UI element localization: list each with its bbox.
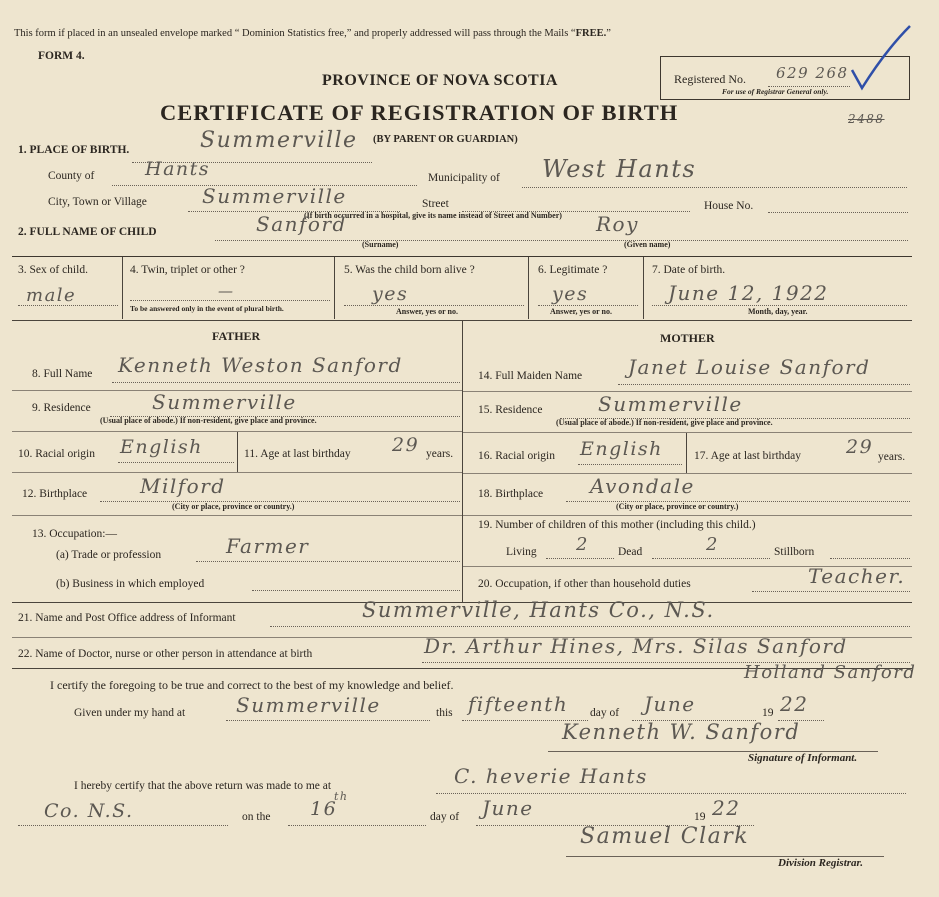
father-occupation-label: 13. Occupation:— (32, 528, 117, 540)
mother-occupation-value: Teacher. (808, 564, 906, 588)
given-month-value: June (644, 692, 696, 716)
registrar-place-value: C. heverie Hants (454, 764, 648, 788)
check-mark-icon (842, 22, 912, 96)
father-residence-note: (Usual place of abode.) If non-resident, give place and province. (100, 416, 317, 425)
surname-note: (Surname) (362, 240, 399, 249)
registrar-statement: I hereby certify that the above return was made to me at (74, 780, 332, 792)
registrar-signature: Samuel Clark (580, 824, 750, 849)
father-age-label: 11. Age at last birthday (244, 448, 351, 460)
mother-age-unit: years. (878, 451, 906, 463)
father-name-value: Kenneth Weston Sanford (118, 353, 403, 377)
by-parent-note: (BY PARENT OR GUARDIAN) (373, 134, 518, 145)
birth-date-value: June 12, 1922 (668, 281, 829, 305)
mother-birthplace-value: Avondale (590, 474, 695, 498)
twin-note: To be answered only in the event of plural birth. (130, 304, 284, 313)
mother-name-label: 14. Full Maiden Name (478, 370, 583, 382)
mother-residence-label: 15. Residence (478, 404, 543, 416)
house-label: House No. (704, 200, 754, 212)
this-label: this (436, 707, 453, 719)
father-business-label: (b) Business in which employed (56, 578, 205, 590)
father-age-value: 29 (392, 434, 420, 456)
mailing-notice-free: FREE. (575, 28, 607, 39)
alive-label: 5. Was the child born alive ? (344, 264, 475, 276)
registrar-signature-label: Division Registrar. (778, 857, 863, 869)
mother-racial-label: 16. Racial origin (478, 450, 555, 462)
given-place-value: Summerville (236, 693, 381, 717)
mother-name-value: Janet Louise Sanford (628, 355, 871, 379)
mother-age-label: 17. Age at last birthday (694, 450, 801, 462)
dead-label: Dead (618, 546, 643, 558)
given-year-value: 22 (780, 692, 809, 716)
mailing-notice (14, 28, 611, 39)
registrar-place-line2: Co. N.S. (44, 800, 134, 822)
alive-note: Answer, yes or no. (396, 307, 459, 316)
municipality-value: West Hants (542, 155, 697, 183)
father-heading: FATHER (212, 329, 261, 343)
registrar-year-prefix: 19 (694, 811, 706, 823)
father-racial-label: 10. Racial origin (18, 448, 95, 460)
street-label: Street (422, 198, 449, 210)
informant-signature: Kenneth W. Sanford (562, 720, 801, 744)
alive-value: yes (372, 283, 409, 305)
birth-date-label: 7. Date of birth. (652, 264, 726, 276)
sex-label: 3. Sex of child. (18, 264, 88, 276)
certify-statement: I certify the foregoing to be true and correct to the best of my knowledge and belief. (50, 678, 454, 692)
registrar-day-value: 16 (310, 798, 338, 820)
informant-signature-label: Signature of Informant. (748, 752, 858, 764)
mother-occupation-label: 20. Occupation, if other than household duties (478, 578, 691, 590)
father-age-unit: years. (426, 448, 454, 460)
living-value: 2 (576, 534, 589, 555)
doctor-value-extra: Holland Sanford (744, 662, 917, 683)
registered-note: For use of Registrar General only. (722, 87, 829, 96)
city-value: Summerville (202, 184, 347, 208)
child-name-label: 2. FULL NAME OF CHILD (18, 226, 157, 238)
given-day-value: fifteenth (468, 692, 569, 716)
place-of-birth-value: Summerville (200, 128, 358, 153)
registrar-day-sup: th (334, 790, 349, 803)
living-label: Living (506, 546, 537, 558)
children-label: 19. Number of children of this mother (including this child.) (478, 519, 756, 531)
county-value: Hants (145, 158, 211, 180)
registrar-month-value: June (482, 796, 534, 820)
twin-value: — (218, 282, 235, 300)
mother-residence-value: Summerville (598, 392, 743, 416)
registrar-on-label: on the (242, 811, 271, 823)
father-trade-label: (a) Trade or profession (56, 549, 162, 561)
page-title: CERTIFICATE OF REGISTRATION OF BIRTH (160, 100, 679, 125)
city-label: City, Town or Village (48, 196, 147, 208)
legitimate-label: 6. Legitimate ? (538, 264, 608, 276)
father-birthplace-note: (City or place, province or country.) (172, 502, 295, 511)
doctor-label: 22. Name of Doctor, nurse or other person in attendance at birth (18, 648, 313, 660)
registered-number: 629 268 (776, 64, 849, 82)
father-residence-value: Summerville (152, 390, 297, 414)
informant-value: Summerville, Hants Co., N.S. (362, 598, 715, 622)
dead-value: 2 (706, 534, 719, 555)
twin-label: 4. Twin, triplet or other ? (130, 264, 245, 276)
mailing-notice-text: This form if placed in an unsealed envelope marked “ Dominion Statistics free,” and properly addressed will pass through the Mails “ (14, 28, 576, 39)
given-day-label: day of (590, 707, 620, 719)
father-residence-label: 9. Residence (32, 402, 91, 414)
place-of-birth-label: 1. PLACE OF BIRTH. (18, 144, 130, 156)
informant-label: 21. Name and Post Office address of Informant (18, 612, 236, 624)
legitimate-note: Answer, yes or no. (550, 307, 613, 316)
mother-age-value: 29 (846, 436, 874, 458)
father-birthplace-value: Milford (140, 474, 226, 498)
registrar-day-label: day of (430, 811, 460, 823)
doctor-value: Dr. Arthur Hines, Mrs. Silas Sanford (424, 634, 848, 658)
child-given-name: Roy (596, 212, 639, 236)
corner-mark: 2488 (848, 112, 885, 126)
given-under-label: Given under my hand at (74, 707, 186, 719)
mother-residence-note: (Usual place of abode.) If non-resident, give place and province. (556, 418, 773, 427)
stillborn-label: Stillborn (774, 546, 815, 558)
mother-birthplace-note: (City or place, province or country.) (616, 502, 739, 511)
registered-label: Registered No. (674, 72, 746, 86)
municipality-label: Municipality of (428, 172, 500, 184)
form-number: FORM 4. (38, 50, 85, 62)
registrar-year-value: 22 (712, 796, 741, 820)
birth-date-note: Month, day, year. (748, 307, 808, 316)
province-title: PROVINCE OF NOVA SCOTIA (322, 72, 558, 89)
mother-heading: MOTHER (660, 331, 715, 345)
mother-birthplace-label: 18. Birthplace (478, 488, 544, 500)
father-name-label: 8. Full Name (32, 368, 93, 380)
sex-value: male (26, 285, 77, 306)
legitimate-value: yes (552, 283, 589, 305)
hospital-note: (If birth occurred in a hospital, give its name instead of Street and Number) (304, 211, 562, 220)
given-name-note: (Given name) (624, 240, 671, 249)
child-surname: Sanford (256, 212, 347, 236)
county-label: County of (48, 170, 95, 182)
given-year-prefix: 19 (762, 707, 774, 719)
mother-racial-value: English (580, 438, 663, 460)
father-birthplace-label: 12. Birthplace (22, 488, 88, 500)
mailing-notice-close: ” (606, 28, 611, 39)
father-trade-value: Farmer (226, 534, 310, 558)
father-racial-value: English (120, 436, 203, 458)
